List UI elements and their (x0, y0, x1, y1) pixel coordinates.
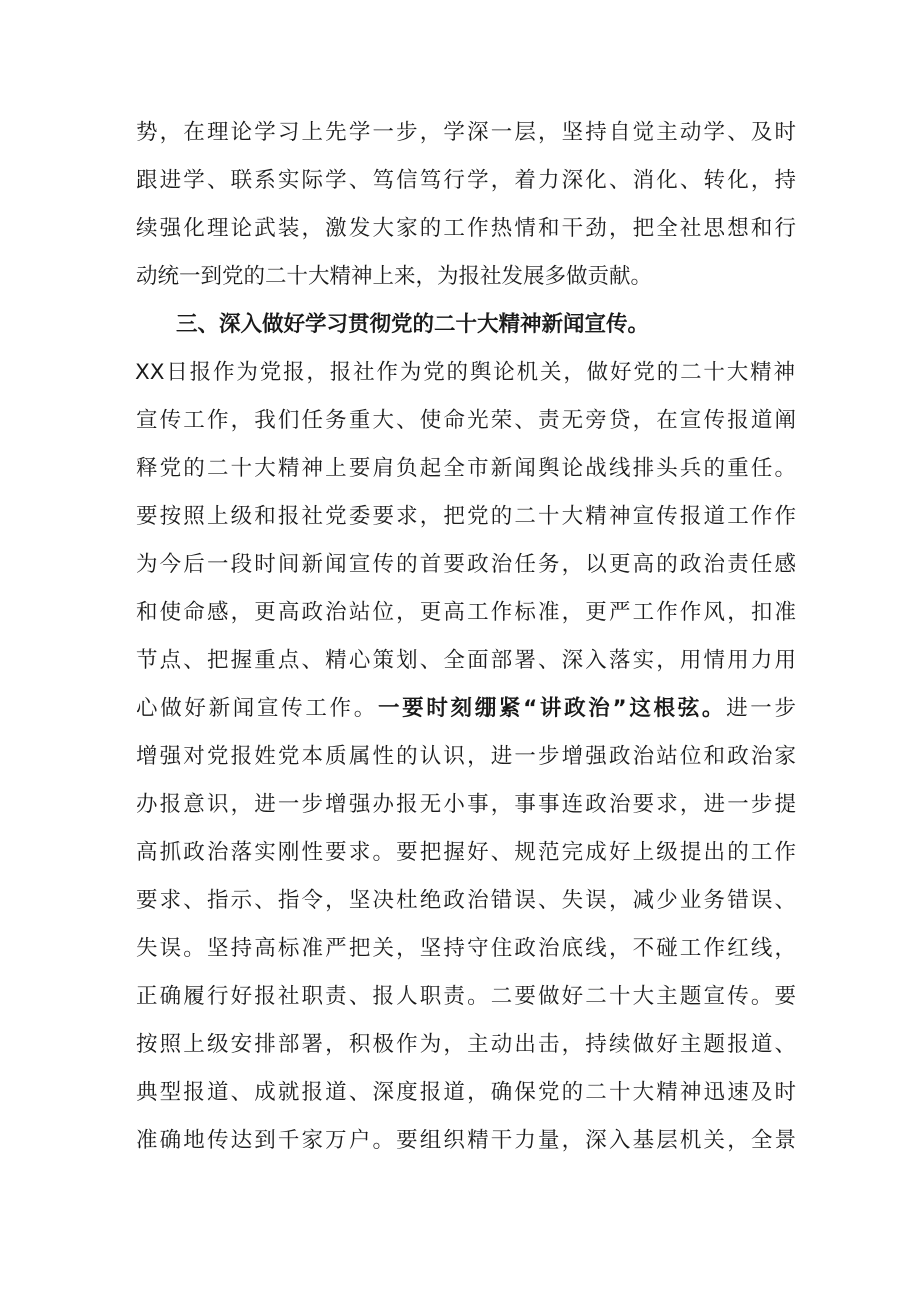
text-line: 势，在理论学习上先学一步，学深一层，坚持自觉主动学、及时 (136, 120, 796, 145)
text-line: 要按照上级和报社党委要求，把党的二十大精神宣传报道工作作 (136, 504, 796, 529)
text-line: 办报意识，进一步增强办报无小事，事事连政治要求，进一步提 (136, 792, 796, 817)
text-line: 失误。坚持高标准严把关，坚持守住政治底线，不碰工作红线， (136, 936, 796, 961)
text-run: 心做好新闻宣传工作。 (136, 696, 378, 721)
text-line: 高抓政治落实刚性要求。要把握好、规范完成好上级提出的工作 (136, 840, 796, 865)
text-line: 准确地传达到千家万户。要组织精干力量，深入基层机关，全景 (136, 1128, 796, 1153)
text-line: 宣传工作，我们任务重大、使命光荣、责无旁贷，在宣传报道阐 (136, 408, 796, 433)
text-line: XX日报作为党报，报社作为党的舆论机关，做好党的二十大精神 (135, 360, 795, 385)
text-line: 典型报道、成就报道、深度报道，确保党的二十大精神迅速及时 (136, 1080, 796, 1105)
bold-text-run: 一要时刻绷紧“讲政治”这根弦。 (377, 696, 727, 721)
text-line: 和使命感，更高政治站位，更高工作标准，更严工作作风，扣准 (136, 600, 796, 625)
text-run: 进一步 (726, 696, 796, 721)
text-line: 动统一到党的二十大精神上来，为报社发展多做贡献。 (136, 264, 653, 289)
text-line: 正确履行好报社职责、报人职责。二要做好二十大主题宣传。要 (136, 984, 796, 1009)
text-line: 跟进学、联系实际学、笃信笃行学，着力深化、消化、转化，持 (136, 168, 796, 193)
text-line: 增强对党报姓党本质属性的认识，进一步增强政治站位和政治家 (136, 744, 796, 769)
section-heading: 三、深入做好学习贯彻党的二十大精神新闻宣传。 (176, 312, 650, 337)
text-line: 释党的二十大精神上要肩负起全市新闻舆论战线排头兵的重任。 (136, 456, 796, 481)
text-line-mixed (136, 689, 796, 729)
text-line: 续强化理论武装，激发大家的工作热情和干劲，把全社思想和行 (136, 216, 796, 241)
text-line: 为今后一段时间新闻宣传的首要政治任务，以更高的政治责任感 (136, 552, 796, 577)
text-line: 节点、把握重点、精心策划、全面部署、深入落实，用情用力用 (136, 648, 796, 673)
text-line: 按照上级安排部署，积极作为，主动出击，持续做好主题报道、 (136, 1032, 796, 1057)
text-line: 要求、指示、指令，坚决杜绝政治错误、失误，减少业务错误、 (136, 888, 796, 913)
